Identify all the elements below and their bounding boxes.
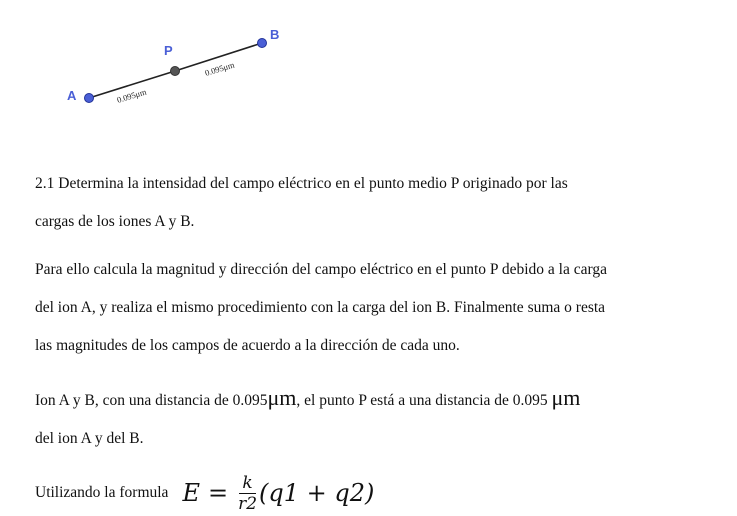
- formula-label: Utilizando la formula: [35, 484, 169, 501]
- distance-paragraph: [35, 379, 725, 458]
- distance-line-2: del ion A y del B.: [35, 430, 144, 447]
- point-a: [85, 94, 94, 103]
- formula-equals: =: [207, 479, 229, 507]
- formula-fraction: [238, 473, 257, 514]
- distance-text-2: , el punto P está a una distancia de 0.095: [296, 392, 552, 409]
- formula-numerator: k: [239, 473, 255, 494]
- instructions-line-3: las magnitudes de los campos de acuerdo a la dirección de cada uno.: [35, 337, 460, 354]
- formula-line: [35, 470, 535, 516]
- distance-text-1: Ion A y B, con una distancia de 0.095: [35, 392, 268, 409]
- label-a: A: [67, 88, 77, 103]
- instructions-line-1: Para ello calcula la magnitud y dirección del campo eléctrico en el punto P debido a la carga: [35, 261, 607, 278]
- distance-pb-label: 0.095μm: [203, 59, 236, 78]
- electric-field-formula: [182, 473, 374, 514]
- formula-denominator: r2: [238, 493, 258, 514]
- point-b: [258, 39, 267, 48]
- instructions-paragraph: [35, 251, 725, 365]
- unit-micrometer-2: μm: [551, 385, 581, 410]
- distance-line-1: [35, 379, 725, 420]
- question-line-2: cargas de los iones A y B.: [35, 213, 195, 230]
- question-line-1: 2.1 Determina la intensidad del campo eléctrico en el punto medio P originado por las: [35, 175, 568, 192]
- label-p: P: [164, 43, 173, 58]
- point-p: [171, 67, 180, 76]
- ion-diagram: [0, 0, 737, 130]
- formula-rhs: (q1 + q2): [259, 479, 375, 507]
- distance-ap-label: 0.095μm: [115, 86, 148, 105]
- question-paragraph: [35, 165, 725, 241]
- label-b: B: [270, 27, 280, 42]
- unit-micrometer-1: μm: [267, 385, 297, 410]
- formula-lhs: E: [182, 479, 200, 507]
- instructions-line-2: del ion A, y realiza el mismo procedimiento con la carga del ion B. Finalmente suma o resta: [35, 299, 606, 316]
